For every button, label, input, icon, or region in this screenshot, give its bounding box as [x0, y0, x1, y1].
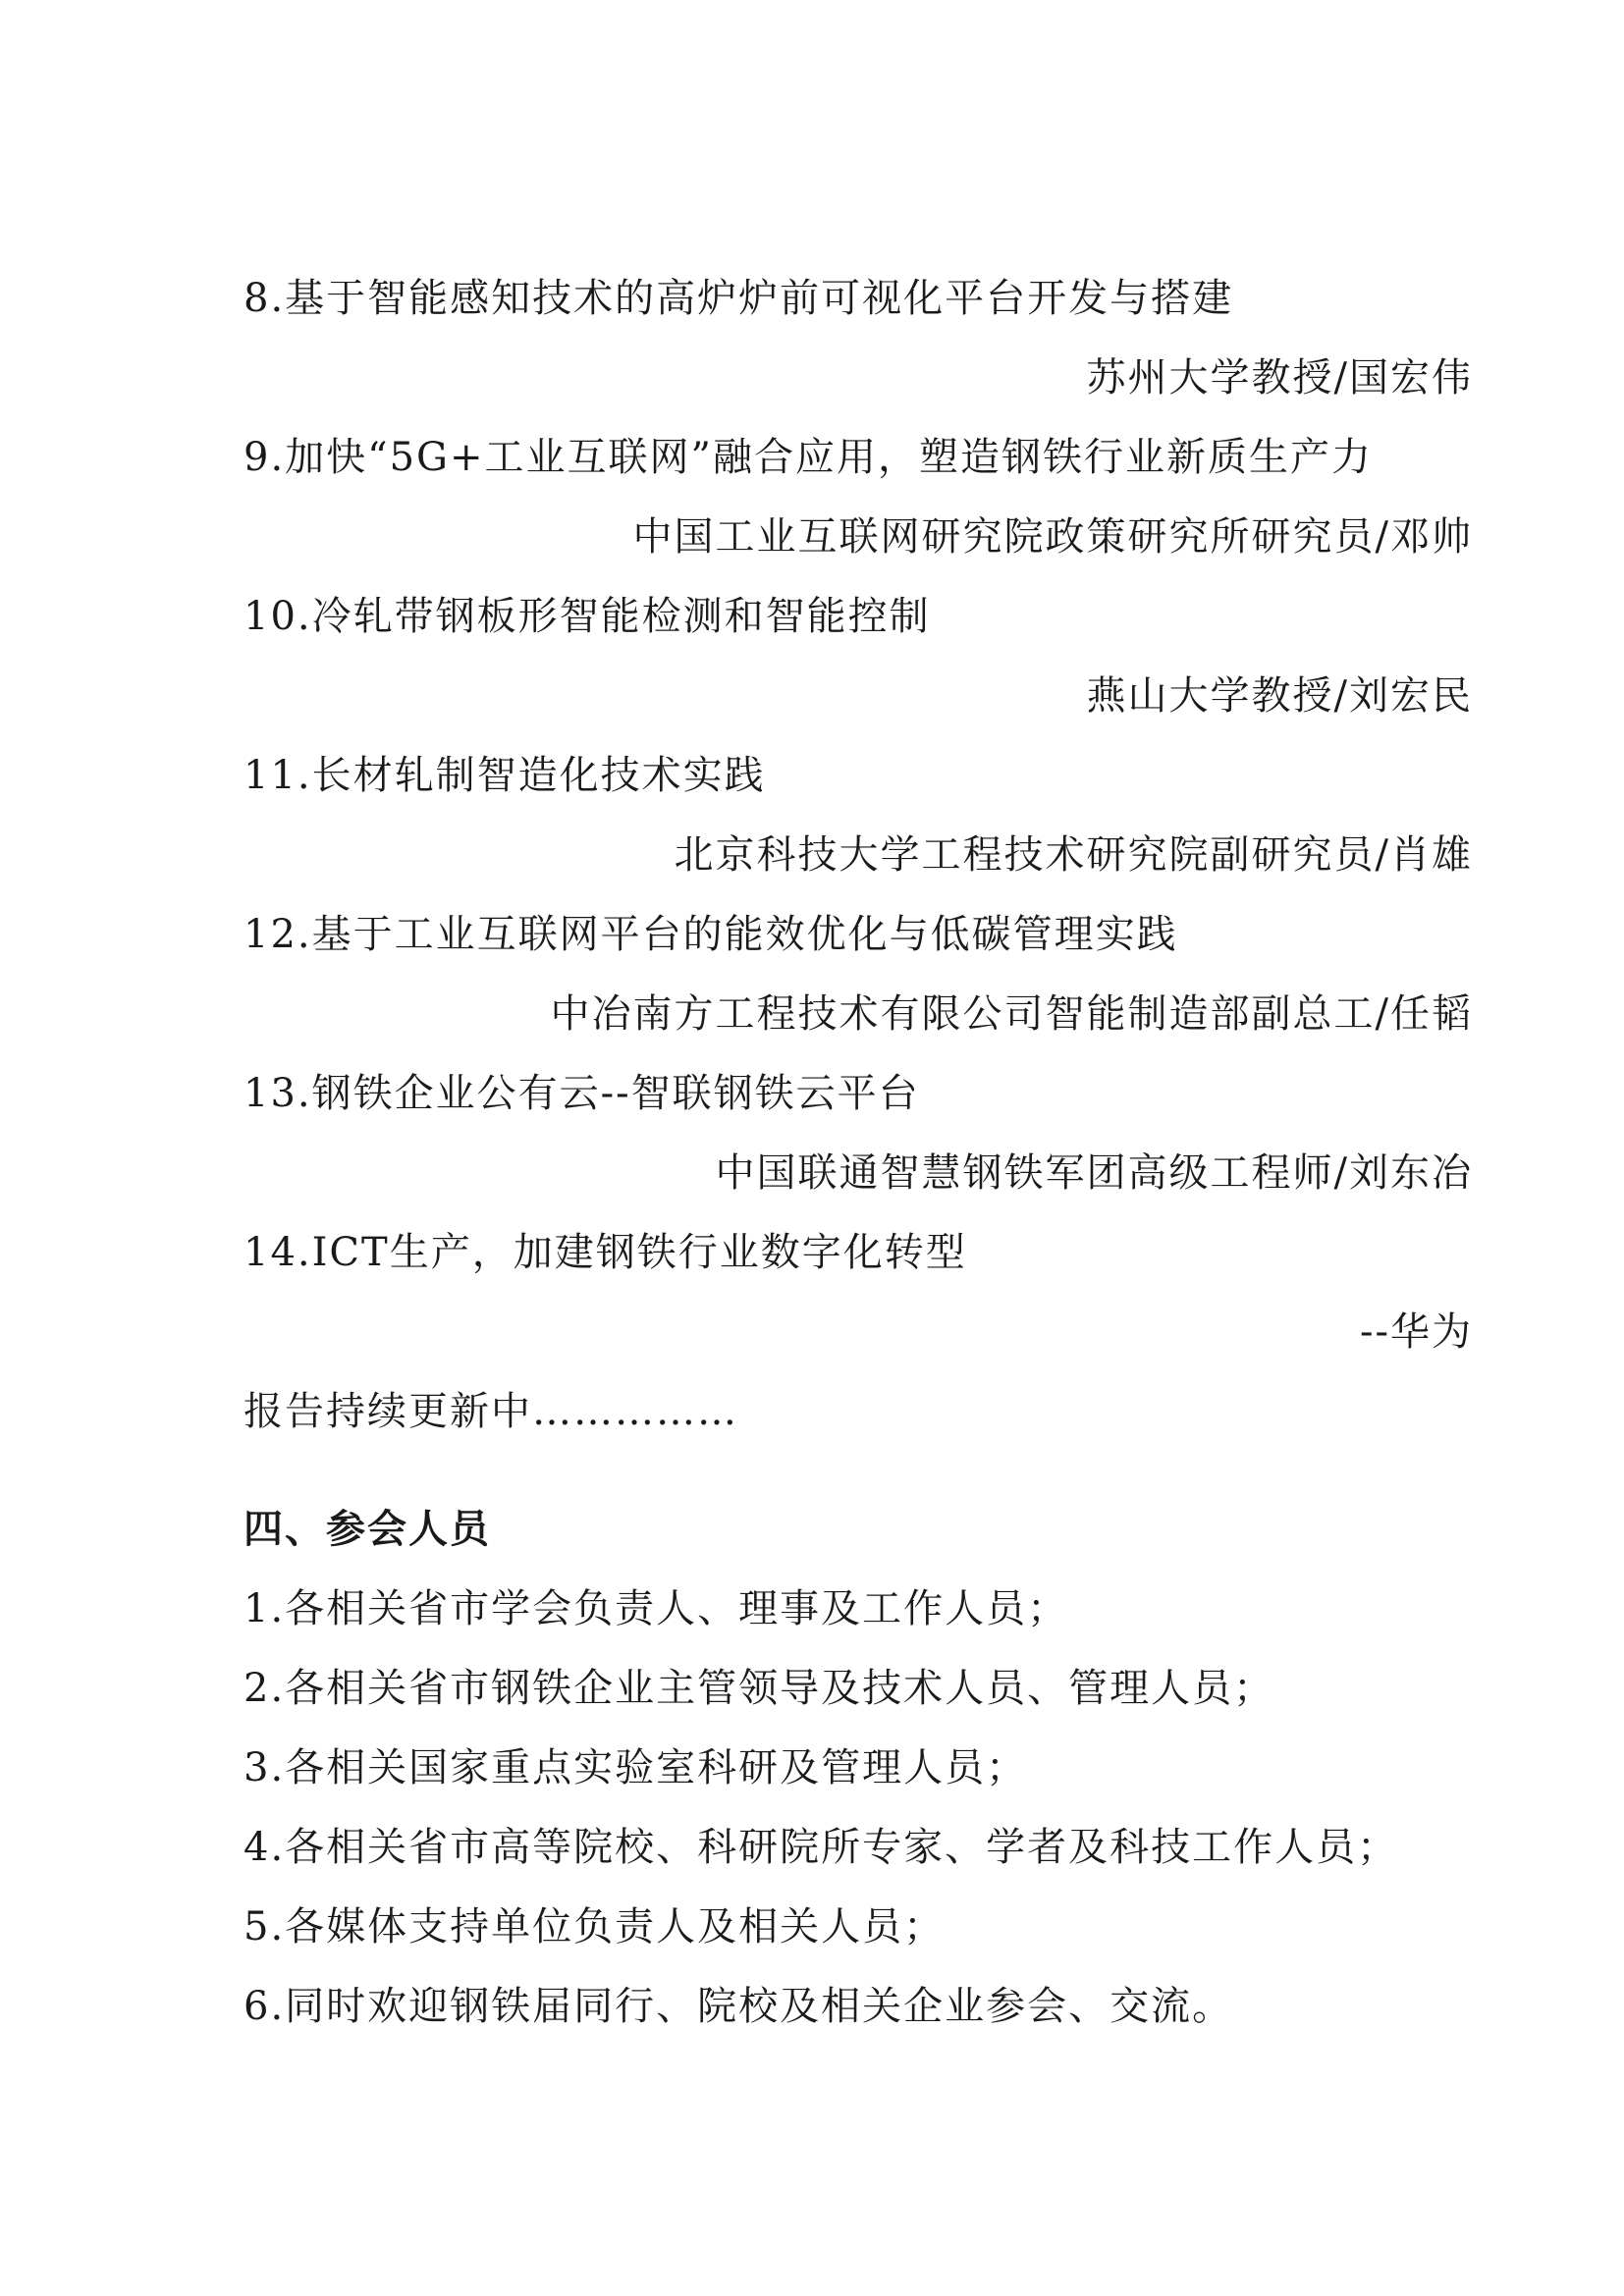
- report-title-10: 10.冷轧带钢板形智能检测和智能控制: [244, 594, 931, 639]
- attendee-item-1: 1.各相关省市学会负责人、理事及工作人员；: [244, 1586, 1069, 1631]
- report-speaker-10: 燕山大学教授/刘宏民: [1086, 673, 1473, 719]
- attendee-item-5: 5.各媒体支持单位负责人及相关人员；: [244, 1904, 946, 1949]
- report-title-14: 14.ICT生产，加建钢铁行业数字化转型: [244, 1230, 967, 1275]
- attendee-item-6: 6.同时欢迎钢铁届同行、院校及相关企业参会、交流。: [244, 1984, 1234, 2029]
- attendee-item-4: 4.各相关省市高等院校、科研院所专家、学者及科技工作人员；: [244, 1825, 1399, 1870]
- report-speaker-12: 中冶南方工程技术有限公司智能制造部副总工/任韬: [550, 991, 1473, 1037]
- report-speaker-11: 北京科技大学工程技术研究院副研究员/肖雄: [674, 832, 1473, 878]
- report-title-11: 11.长材轧制智造化技术实践: [244, 753, 766, 798]
- report-speaker-9: 中国工业互联网研究院政策研究所研究员/邓帅: [632, 514, 1473, 560]
- report-title-13: 13.钢铁企业公有云--智联钢铁云平台: [244, 1071, 920, 1116]
- attendees-heading: 四、参会人员: [244, 1506, 491, 1552]
- report-speaker-14: --华为: [1359, 1309, 1473, 1355]
- attendee-item-3: 3.各相关国家重点实验室科研及管理人员；: [244, 1745, 1028, 1790]
- update-note: 报告持续更新中……………: [244, 1389, 738, 1434]
- report-title-12: 12.基于工业互联网平台的能效优化与低碳管理实践: [244, 912, 1178, 957]
- report-speaker-13: 中国联通智慧钢铁军团高级工程师/刘东冶: [715, 1150, 1473, 1196]
- attendee-item-2: 2.各相关省市钢铁企业主管领导及技术人员、管理人员；: [244, 1666, 1275, 1711]
- report-speaker-8: 苏州大学教授/国宏伟: [1086, 355, 1473, 400]
- report-title-8: 8.基于智能感知技术的高炉炉前可视化平台开发与搭建: [244, 276, 1234, 321]
- report-title-9: 9.加快“5G+工业互联网”融合应用，塑造钢铁行业新质生产力: [244, 435, 1373, 480]
